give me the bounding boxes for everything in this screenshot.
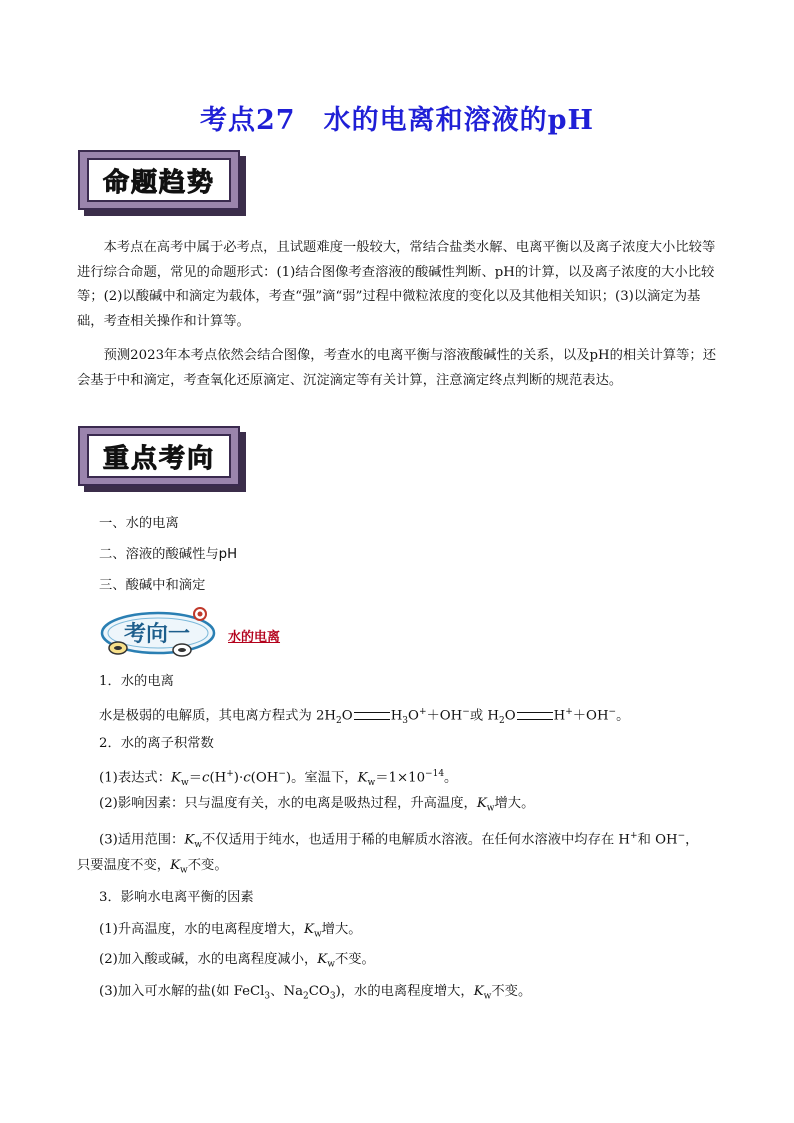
page-title: 考点27 水的电离和溶液的pH bbox=[200, 105, 594, 136]
intro-paragraph-2: 预测2023年本考点依然会结合图像，考查水的电离平衡与溶液酸碱性的关系，以及pH的相关计算等；还会基于中和滴定，考查氧化还原滴定、沉淀滴定等有关计算，注意滴定终点判断的规范表达。 bbox=[77, 348, 717, 388]
equilibrium-arrow-icon bbox=[354, 712, 390, 720]
kw-scope-line-1: (3)适用范围：$K_w$不仅适用于纯水，也适用于稀的电解质水溶液。在任何水溶液中均存在 H+和 OH−， bbox=[99, 831, 699, 851]
toc-item-1[interactable]: 一、水的电离 bbox=[99, 516, 179, 531]
section-2-heading: 2．水的离子积常数 bbox=[99, 736, 214, 751]
intro-paragraph-1: 本考点在高考中属于必考点，且试题难度一般较大，常结合盐类水解、电离平衡以及离子浓度大小比较等进行综合命题，常见的命题形式：(1)结合图像考查溶液的酸碱性判断、pH的计算，以及离子浓度的大小比较等；(2)以酸碱中和滴定为载体，考查“强”滴“弱”过程中微粒浓度的变化以及其他相关知识；(3)以滴定为基础，考查相关操作和计算等。 bbox=[77, 240, 716, 329]
factor-salt-line: (3)加入可水解的盐(如 FeCl$_3$、$Na_2CO_3$)，水的电离程度增大，$K_w$不变。 bbox=[99, 984, 532, 1002]
banner-focus-label: 重点考向 bbox=[102, 443, 215, 474]
toc-item-2[interactable]: 二、溶液的酸碱性与pH bbox=[99, 547, 238, 562]
ionization-equation-line: 水是极弱的电解质，其电离方程式为 $2H_2O$ $H_3O^++OH^-$或 $H_2O$ H+＋OH−。 bbox=[99, 707, 630, 727]
badge-link-water-ionization[interactable]: 水的电离 bbox=[228, 630, 281, 645]
badge-text: 考向一 bbox=[123, 621, 191, 647]
toc-item-3[interactable]: 三、酸碱中和滴定 bbox=[99, 578, 206, 593]
banner-trend-label: 命题趋势 bbox=[102, 167, 215, 198]
badge-direction-one bbox=[100, 606, 226, 658]
factor-temperature-line: (1)升高温度，水的电离程度增大，$K_w$增大。 bbox=[99, 922, 362, 940]
kw-scope-line-2: 只要温度不变，$K_w$不变。 bbox=[77, 858, 228, 876]
kw-expression-line: (1)表达式：$K_w=c(H^+)\cdot c(OH^-)$。室温下，$K_w=1\times 10^{-14}$。 bbox=[99, 769, 458, 789]
section-1-heading: 1．水的电离 bbox=[99, 674, 174, 689]
section-3-heading: 3．影响水电离平衡的因素 bbox=[99, 890, 254, 905]
banner-trend bbox=[78, 150, 246, 216]
kw-factors-line: (2)影响因素：只与温度有关，水的电离是吸热过程，升高温度，$K_w$增大。 bbox=[99, 796, 535, 814]
factor-acid-base-line: (2)加入酸或碱，水的电离程度减小，$K_w$不变。 bbox=[99, 952, 375, 970]
equilibrium-arrow-icon bbox=[517, 712, 553, 720]
banner-focus bbox=[78, 426, 246, 492]
